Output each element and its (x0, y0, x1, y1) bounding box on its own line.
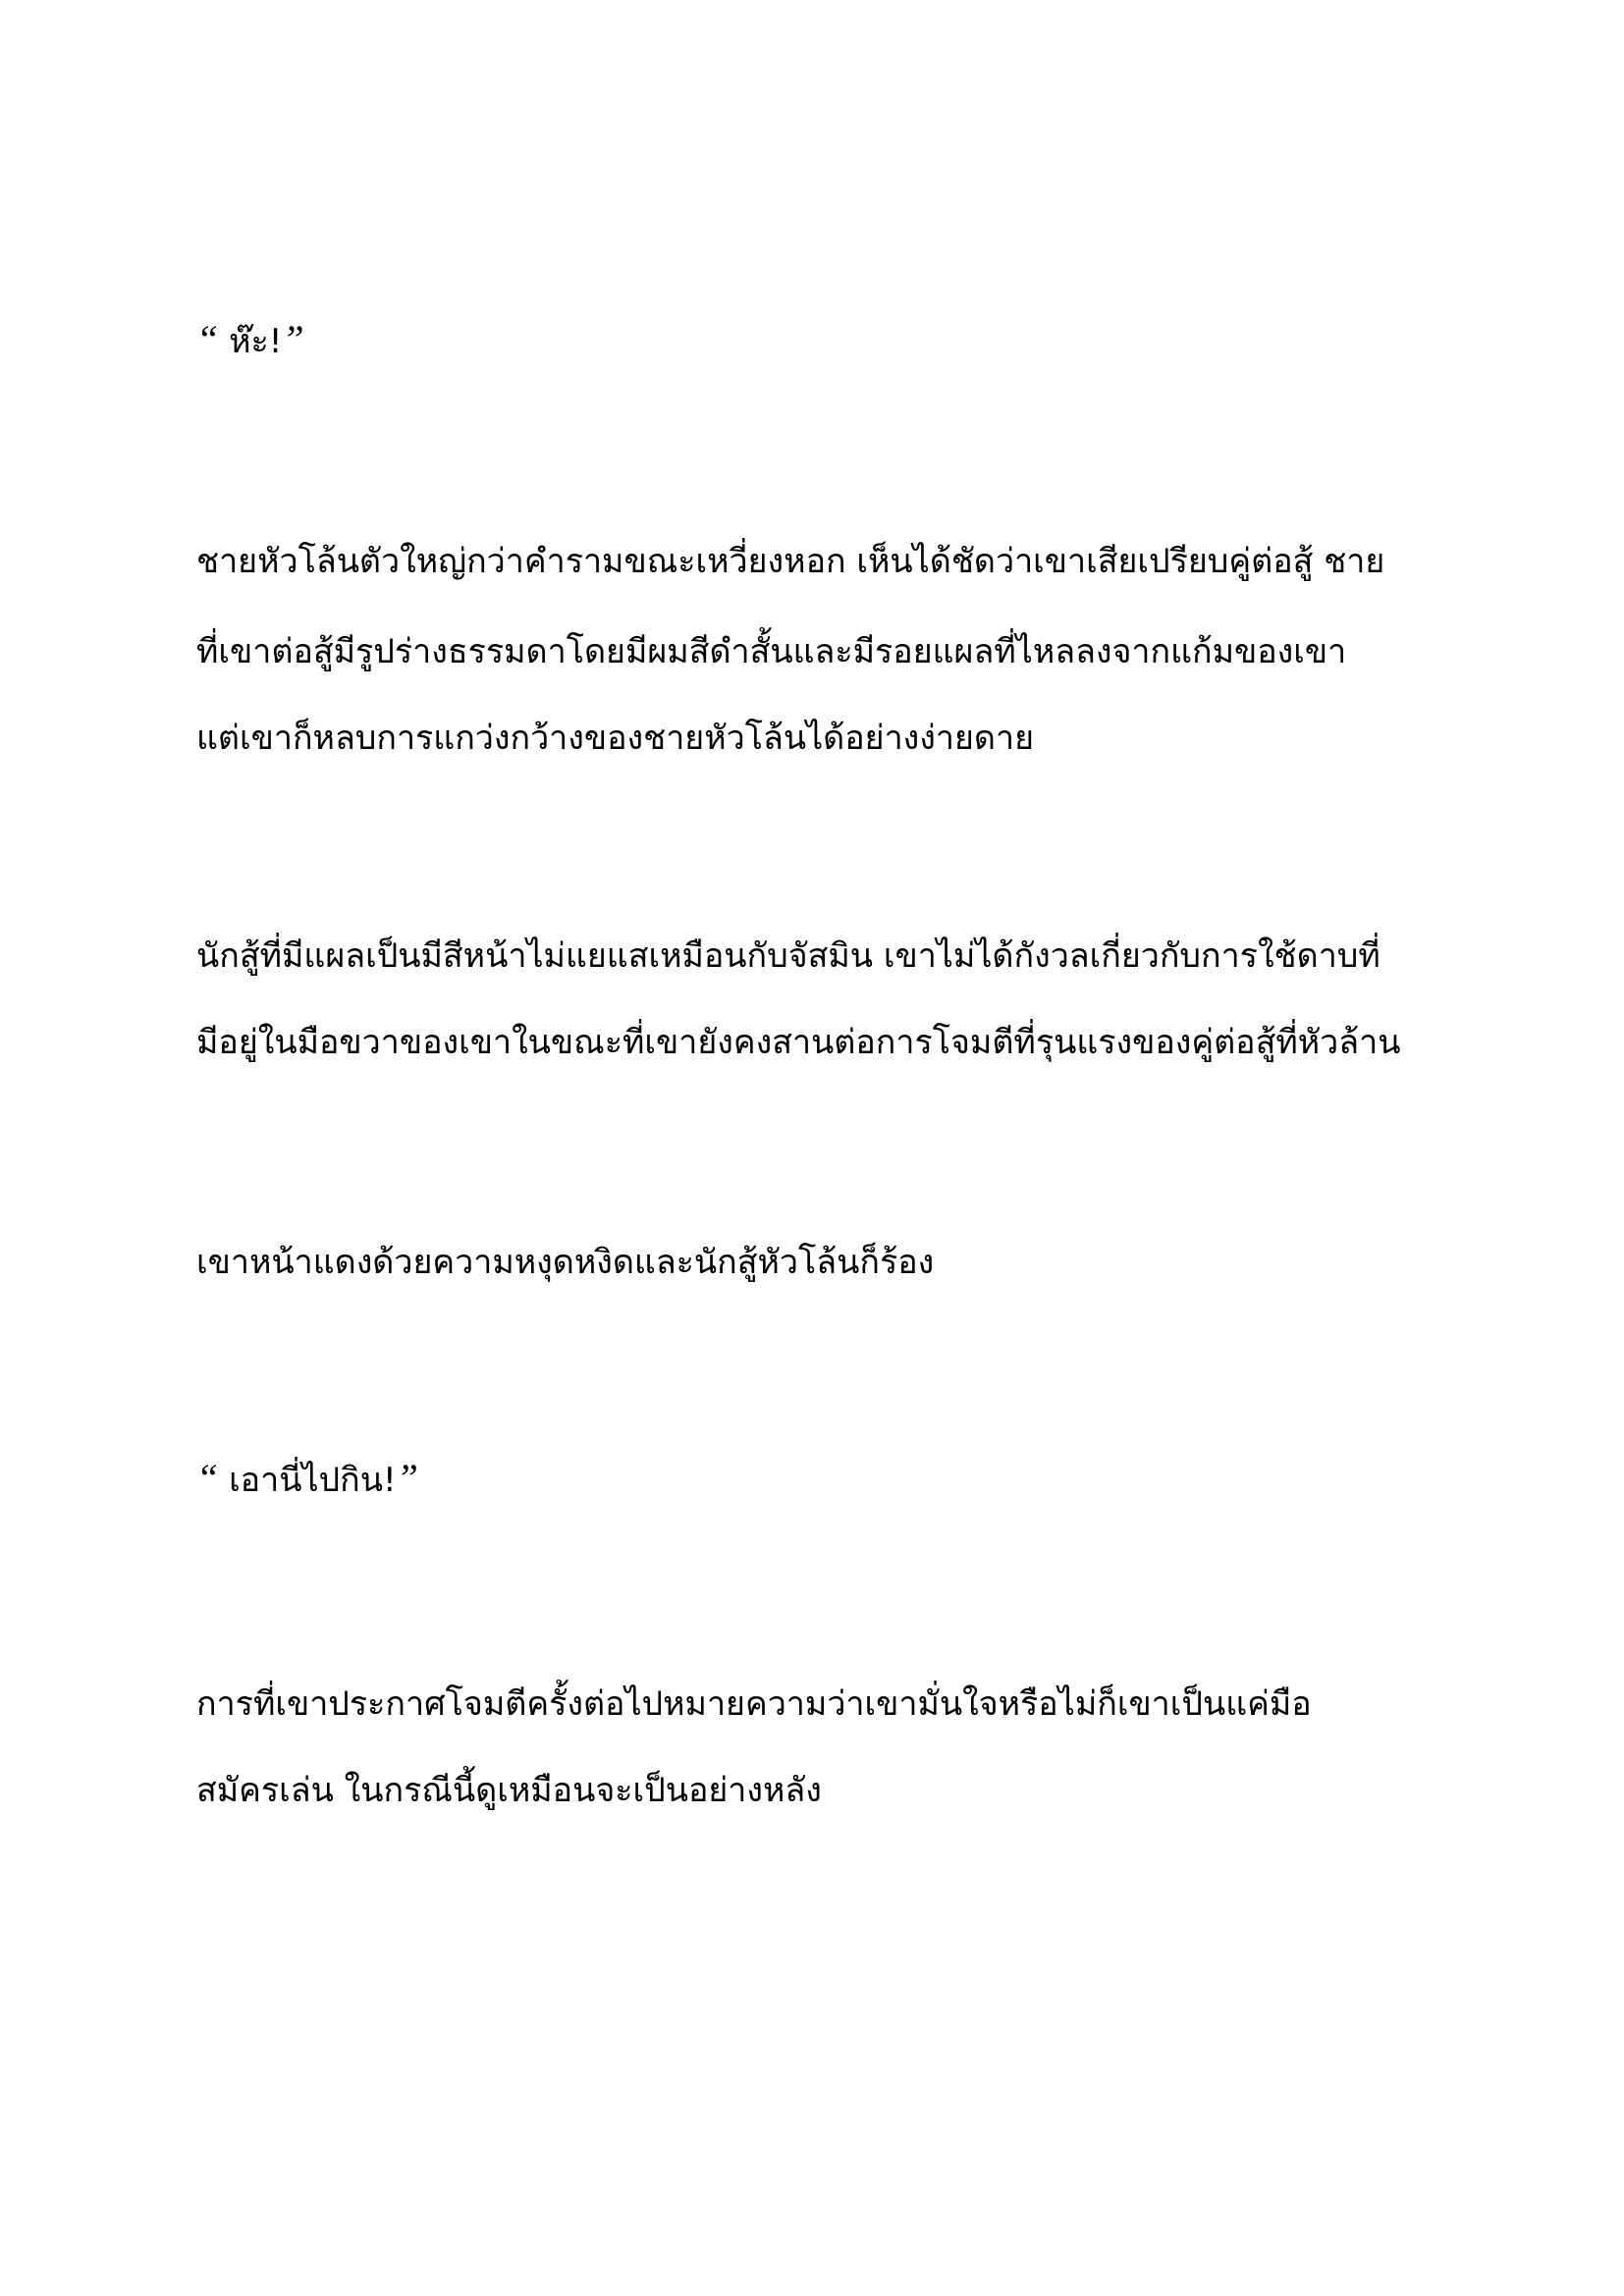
dialogue-text: ห๊ะ! (229, 322, 283, 361)
paragraph-1-line-1: ชายหัวโล้นตัวใหญ่กว่าคำรามขณะเหวี่ยงหอก เห็นได้ชัดว่าเขาเสียเปรียบคู่ต่อสู้ ชาย (196, 542, 1385, 581)
dialogue-text: เอานี่ไปกิน! (229, 1461, 397, 1500)
paragraph-2-line-2: มีอยู่ในมือขวาของเขาในขณะที่เขายังคงสานต่อการโจมตีที่รุนแรงของคู่ต่อสู้ที่หัวล้าน (196, 1023, 1401, 1062)
open-quote-mark: “ (196, 1456, 219, 1500)
paragraph-3-line-1: เขาหน้าแดงด้วยความหงุดหงิดและนักสู้หัวโล้นก็ร้อง (196, 1243, 935, 1282)
paragraph-4-line-1: การที่เขาประกาศโจมตีครั้งต่อไปหมายความว่าเขามั่นใจหรือไม่ก็เขาเป็นแค่มือ (196, 1684, 1312, 1724)
paragraph-4-line-2: สมัครเล่น ในกรณีนี้ดูเหมือนจะเป็นอย่างหลัง (196, 1771, 822, 1810)
paragraph-1-line-3: แต่เขาก็หลบการแกว่งกว้างของชายหัวโล้นได้อย่างง่ายดาย (196, 719, 1034, 758)
paragraph-2-line-1: นักสู้ที่มีแผลเป็นมีสีหน้าไม่แยแสเหมือนกับจัสมิน เขาไม่ได้กังวลเกี่ยวกับการใช้ดาบที่ (196, 936, 1380, 976)
dialogue-line-1 (196, 316, 304, 365)
paragraph-1-line-2: ที่เขาต่อสู้มีรูปร่างธรรมดาโดยมีผมสีดำสั้นและมีรอยแผลที่ไหลลงจากแก้มของเขา (196, 632, 1347, 671)
close-quote-mark: ” (396, 1456, 418, 1500)
dialogue-line-2 (196, 1455, 418, 1504)
open-quote-mark: “ (196, 317, 219, 361)
close-quote-mark: ” (282, 317, 304, 361)
